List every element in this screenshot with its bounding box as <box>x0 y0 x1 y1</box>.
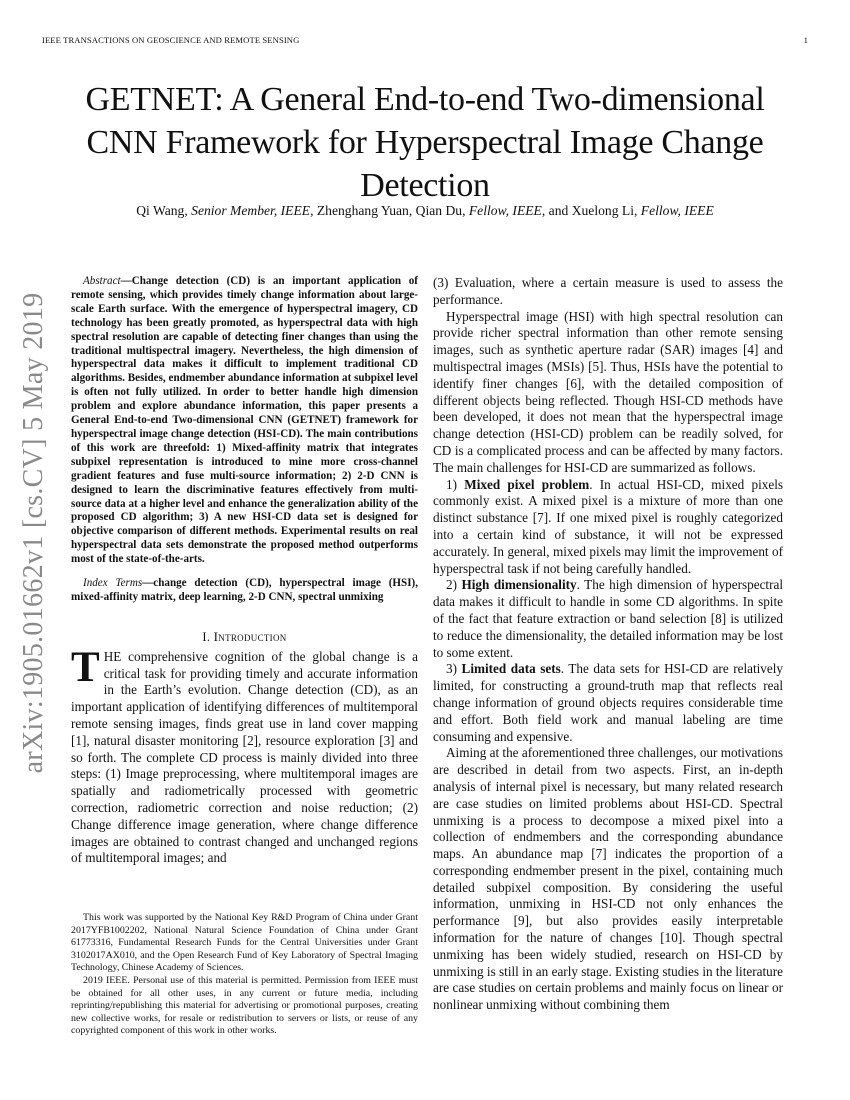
author-name: Qian Du <box>415 203 463 218</box>
section-heading-introduction <box>71 629 418 645</box>
paragraph-text: comprehensive cognition of the global change is a critical task for providing timely and accurate information in the Earth’s evolution. Change detection (CD), as an important application of identifying differences of multitemporal remote sensing images, finds great use in land cover mapping [1], natural disaster monitoring [2], resource exploration [3] and so forth. The complete CD process is mainly divided into three steps: (1) Image preprocessing, where multitemporal images are spatially and radiometrically processed with geometric correction, radiometric correction and noise reduction; (2) Change difference image generation, where change difference images are obtained to contrast changed and unchanged regions of multitemporal images; and <box>71 648 418 866</box>
footnotes <box>71 912 418 1038</box>
arxiv-stamp <box>14 290 54 775</box>
author-affiliation: Fellow, IEEE <box>640 203 714 218</box>
intro-paragraph-1-continued: (3) Evaluation, where a certain measure is used to assess the performance. <box>433 275 783 307</box>
challenge-item-1 <box>433 477 783 578</box>
challenge-text: . In actual HSI-CD, mixed pixels commonly exist. A mixed pixel is a mixture of more than one distinct substance [7]. If one mixed pixel is roughly categorized into a certain kind of substance, it will not be expressed accurately. In general, mixed pixels may limit the improvement of hyperspectral task if not being carefully handled. <box>433 476 783 576</box>
challenge-title: High dimensionality <box>461 577 577 593</box>
author-name: Zhenghang Yuan <box>316 203 409 218</box>
intro-paragraph-1 <box>71 643 418 867</box>
dash: — <box>120 275 132 287</box>
separator: , <box>633 203 641 218</box>
separator: , and <box>541 203 572 218</box>
challenge-text: . The high dimension of hyperspectral data makes it difficult to handle in some CD algorithms. In spite of the fact that feature extraction or band selection [8] is utilized to reduce the dimensionality, the detailed information may be lost to some extent. <box>433 577 784 660</box>
running-head <box>42 35 808 45</box>
copyright-footnote: 2019 IEEE. Personal use of this material is permitted. Permission from IEEE must be obtained for all other uses, in any current or future media, including reprinting/republishing this material for advertising or promotional purposes, creating new collective works, for resale or redistribution to servers or lists, or reuse of any copyrighted component of this work in other works. <box>71 974 418 1037</box>
index-terms-text: change detection (CD), hyperspectral image (HSI), mixed-affinity matrix, deep learning, 2-D CNN, spectral unmixing <box>71 577 418 603</box>
intro-paragraph-3: Aiming at the aforementioned three challenges, our motivations are described in detail from two aspects. First, an in-depth analysis of internal pixel is necessary, but many related research are case studies on limited problems about HSI-CD. Spectral unmixing is a process to decompose a mixed pixel into a collection of endmembers and the corresponding abundance maps. An abundance map [7] indicates the proportion of a corresponding endmember present in the pixel, containing much detailed subpixel composition. By considering the useful information, unmixing in HSI-CD not only enhances the performance [9], but also provides easily interpretable information for the nature of changes [10]. Though spectral unmixing has been widely studied, research on HSI-CD by unmixing is still in an early stage. Existing studies in the literature are case studies on certain problems and mainly focus on linear or nonlinear unmixing without combining them <box>433 745 783 1013</box>
journal-name: IEEE TRANSACTIONS ON GEOSCIENCE AND REMOTE SENSING <box>42 35 300 45</box>
left-column <box>71 275 418 867</box>
right-column <box>433 275 783 1014</box>
challenge-item-2 <box>433 577 783 661</box>
abstract-text: Change detection (CD) is an important application of remote sensing, which provides timely change information about large-scale Earth surface. With the emergence of hyperspectral imagery, CD technology has been greatly promoted, as hyperspectral data with high spectral resolution are capable of detecting finer changes than using the traditional multispectral imagery. Nevertheless, the high dimension of hyperspectral data makes it difficult to implement traditional CD algorithms. Besides, endmember abundance information at subpixel level is often not fully utilized. In order to better handle high dimension problem and explore abundance information, this paper presents a General End-to-end Two-dimensional CNN (GETNET) framework for hyperspectral image change detection (HSI-CD). The main contributions of this work are threefold: 1) Mixed-affinity matrix that integrates subpixel representation is introduced to mine more cross-channel gradient features and fuse multi-source information; 2) 2-D CNN is designed to learn the discriminative features effectively from multi-source data at a higher level and enhance the generalization ability of the proposed CD algorithm; 3) A new HSI-CD data set is designed for objective comparison of different methods. Experimental results on real hyperspectral data sets demonstrate the proposed method outperforms most of the state-of-the-arts. <box>71 275 418 566</box>
author-name: Xuelong Li <box>571 203 634 218</box>
page-number: 1 <box>803 35 808 45</box>
challenge-text: . The data sets for HSI-CD are relatively limited, for constructing a ground-truth map that reflects real change information of ground objects requires considerable time and effort. Both field work and manual labeling are time consuming and expensive. <box>433 661 784 744</box>
author-name: Qi Wang <box>136 203 185 218</box>
challenge-item-3 <box>433 661 783 745</box>
list-number: 3) <box>446 661 457 677</box>
list-number: 1) <box>446 476 457 492</box>
author-affiliation: Senior Member, IEEE <box>191 203 311 218</box>
section-title: Introduction <box>213 628 287 644</box>
separator: , <box>310 203 317 218</box>
abstract <box>71 275 418 567</box>
first-word-rest: HE <box>103 648 122 664</box>
index-terms-label: Index Terms <box>83 577 143 590</box>
paper-title: GETNET: A General End-to-end Two-dimensional CNN Framework for Hyperspectral Image Change Detection <box>85 81 765 204</box>
list-number: 2) <box>446 577 457 593</box>
dash: — <box>142 577 154 590</box>
challenge-title: Limited data sets <box>461 661 561 677</box>
index-terms <box>71 577 418 605</box>
author-affiliation: Fellow, IEEE <box>468 203 542 218</box>
separator: , <box>462 203 469 218</box>
section-number: I. <box>202 629 211 644</box>
challenge-title: Mixed pixel problem <box>464 476 590 492</box>
author-list <box>40 203 810 219</box>
abstract-label: Abstract <box>83 275 121 287</box>
arxiv-identifier: arXiv:1905.01662v1 [cs.CV] 5 May 2019 <box>18 292 49 773</box>
drop-cap: T <box>71 643 100 691</box>
intro-paragraph-2: Hyperspectral image (HSI) with high spectral resolution can provide richer spectral information than other remote sensing images, such as synthetic aperture radar (SAR) images [4] and multispectral images (MSIs) [5]. Thus, HSIs have the potential to identify finer changes [6], with the detailed composition of different objects being reflected. Though HSI-CD methods have been developed, it does not mean that the hyperspectral image change detection (HSI-CD) problem can be readily solved, for CD is a complicated process and can be affected by many factors. The main challenges for HSI-CD are summarized as follows. <box>433 308 783 475</box>
separator: , <box>408 203 416 218</box>
funding-footnote: This work was supported by the National Key R&D Program of China under Grant 2017YFB1002202, National Natural Science Foundation of China under Grant 61773316, Fundamental Research Funds for the Central Universities under Grant 3102017AX010, and the Open Research Fund of Key Laboratory of Spectral Imaging Technology, Chinese Academy of Sciences. <box>71 912 418 974</box>
separator: , <box>184 203 192 218</box>
